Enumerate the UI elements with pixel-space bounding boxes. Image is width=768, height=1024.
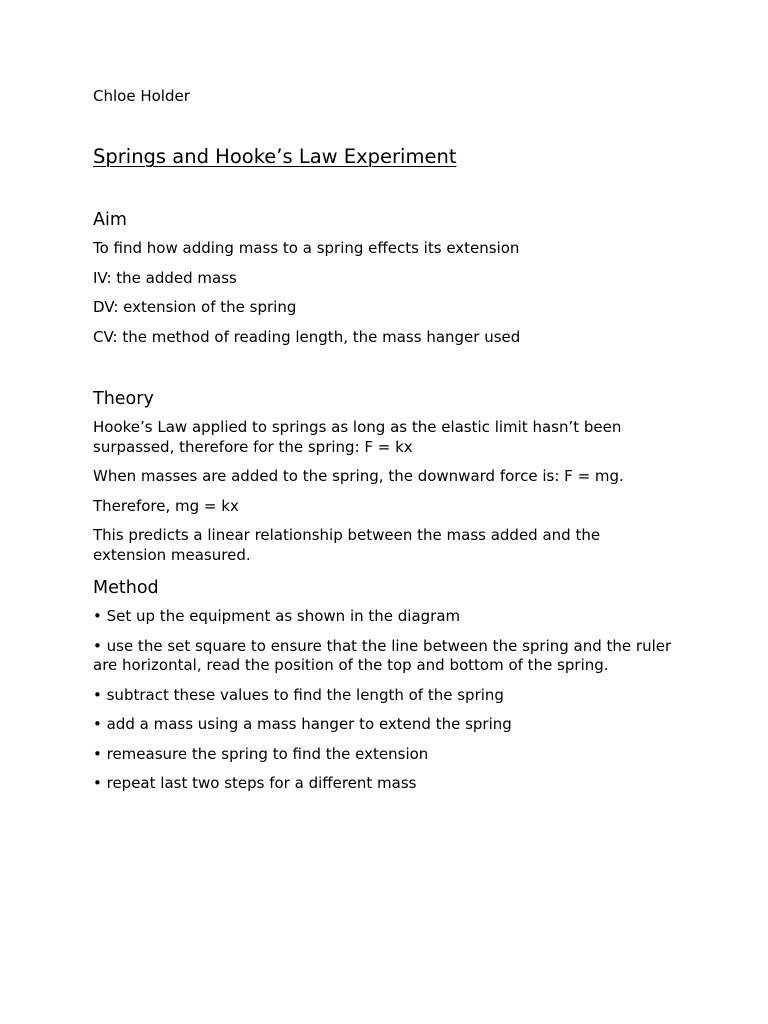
theory-equality: Therefore, mg = kx bbox=[93, 496, 239, 515]
control-variables: CV: the method of reading length, the mass hanger used bbox=[93, 327, 521, 346]
method-step: • use the set square to ensure that the line between the spring and the ruler are horizontal, read the position of the top and bottom of the spring. bbox=[93, 636, 672, 674]
method-step: • subtract these values to find the length of the spring bbox=[93, 685, 504, 704]
method-step: • add a mass using a mass hanger to extend the spring bbox=[93, 715, 512, 733]
theory-heading: Theory bbox=[93, 389, 154, 409]
theory-force-equation: When masses are added to the spring, the downward force is: F = mg. bbox=[93, 467, 624, 485]
aim-statement: To find how adding mass to a spring effects its extension bbox=[93, 239, 520, 257]
method-step: • repeat last two steps for a different mass bbox=[93, 774, 417, 792]
method-step: • remeasure the spring to find the extension bbox=[93, 744, 429, 763]
method-section bbox=[93, 577, 683, 804]
document-page bbox=[93, 86, 683, 792]
dependent-variable: DV: extension of the spring bbox=[93, 298, 297, 316]
theory-section bbox=[93, 388, 683, 575]
aim-section bbox=[93, 209, 683, 357]
theory-prediction: This predicts a linear relationship between the mass added and the extension measured. bbox=[93, 526, 601, 564]
independent-variable: IV: the added mass bbox=[93, 268, 237, 287]
theory-paragraph: Hooke’s Law applied to springs as long as the elastic limit hasn’t been surpassed, therefore for the spring: F = kx bbox=[93, 418, 622, 456]
method-step: • Set up the equipment as shown in the diagram bbox=[93, 607, 461, 625]
method-heading: Method bbox=[93, 578, 159, 598]
author-name: Chloe Holder bbox=[93, 87, 190, 105]
aim-heading: Aim bbox=[93, 210, 127, 230]
document-title: Springs and Hooke’s Law Experiment bbox=[93, 145, 457, 168]
